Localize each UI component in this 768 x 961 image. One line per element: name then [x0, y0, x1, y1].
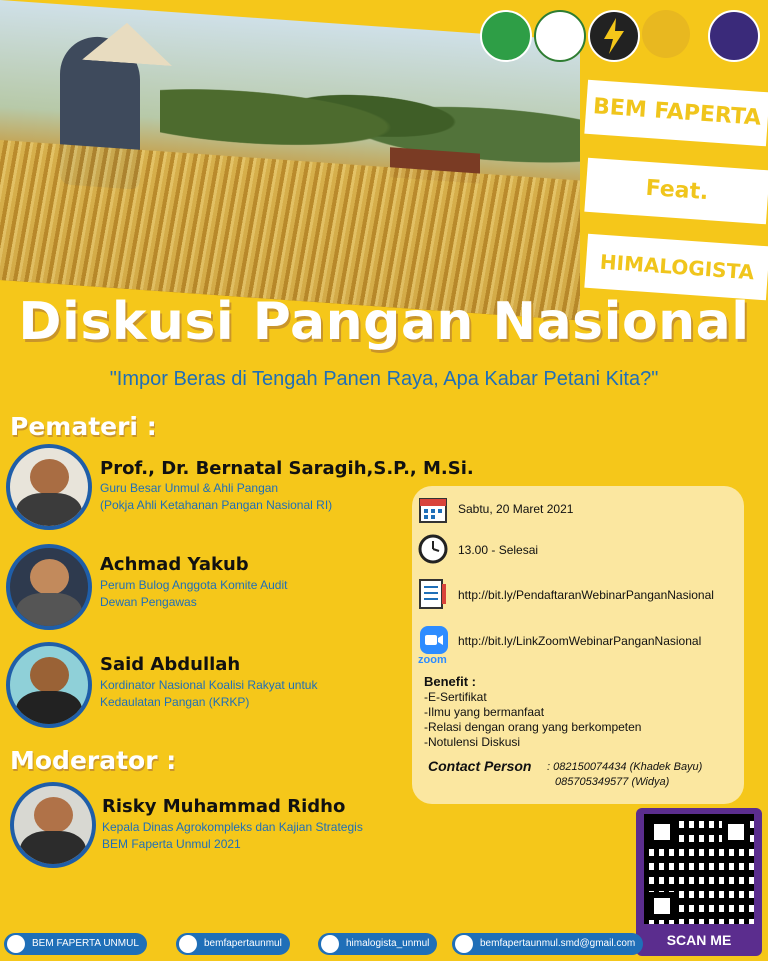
moderator-name: Risky Muhammad Ridho: [102, 796, 346, 817]
moderator-role-1: Kepala Dinas Agrokompleks dan Kajian Strategis: [102, 820, 363, 834]
footer-instagram-2[interactable]: [318, 933, 437, 955]
mail-icon: [455, 935, 473, 953]
moderator-avatar: [10, 782, 96, 868]
footer-facebook-youtube[interactable]: [4, 933, 147, 955]
speaker-2-role-2: Dewan Pengawas: [100, 595, 197, 609]
calendar-icon: [418, 494, 448, 524]
qr-finder-bottom-left: [648, 892, 676, 920]
speaker-1-role-1: Guru Besar Unmul & Ahli Pangan: [100, 481, 279, 495]
facebook-youtube-icon: [7, 935, 25, 953]
event-title: Diskusi Pangan Nasional: [18, 292, 750, 352]
event-subtitle: "Impor Beras di Tengah Panen Raya, Apa Kabar Petani Kita?": [109, 368, 659, 390]
speaker-3-role-2: Kedaulatan Pangan (KRKP): [100, 695, 250, 709]
qr-code-panel[interactable]: [636, 808, 762, 956]
qr-scan-label: SCAN ME: [666, 932, 732, 948]
qr-finder-top-left: [648, 818, 676, 846]
purple-organization-logo: [708, 10, 760, 62]
footer-instagram-line[interactable]: [176, 933, 290, 955]
event-date: Sabtu, 20 Maret 2021: [458, 502, 574, 516]
footer-instagram-2-text: himalogista_unmul: [346, 938, 430, 949]
speaker-1-avatar: [6, 444, 92, 530]
event-time: 13.00 - Selesai: [458, 543, 539, 557]
speaker-3-role-1: Kordinator Nasional Koalisi Rakyat untuk: [100, 678, 318, 692]
registration-link[interactable]: http://bit.ly/PendaftaranWebinarPanganNasional: [458, 588, 714, 602]
lightning-logo: [588, 10, 640, 62]
moderator-heading: Moderator :: [10, 746, 177, 775]
speaker-2-avatar: [6, 544, 92, 630]
footer-facebook-youtube-text: BEM FAPERTA UNMUL: [32, 938, 139, 949]
benefit-item-2: -Ilmu yang bermanfaat: [424, 705, 545, 719]
footer-email[interactable]: [452, 933, 643, 955]
university-seal-logo: [534, 10, 586, 62]
benefit-item-3: -Relasi dengan orang yang berkompeten: [424, 720, 642, 734]
instagram-icon: [321, 935, 339, 953]
qr-finder-top-right: [722, 818, 750, 846]
benefit-item-1: -E-Sertifikat: [424, 690, 487, 704]
registration-form-icon: [418, 578, 448, 608]
footer-instagram-line-text: bemfapertaunmul: [204, 938, 282, 949]
zoom-label: zoom: [418, 654, 447, 666]
banner-himalogista: HIMALOGISTA: [584, 234, 768, 301]
zoom-link[interactable]: http://bit.ly/LinkZoomWebinarPanganNasional: [458, 634, 702, 648]
contact-1: : 082150074434 (Khadek Bayu): [547, 761, 703, 773]
speaker-2-role-1: Perum Bulog Anggota Komite Audit: [100, 578, 288, 592]
banner-bem-faperta: BEM FAPERTA: [584, 80, 768, 147]
instagram-line-icon: [179, 935, 197, 953]
speakers-heading: Pemateri :: [10, 412, 157, 441]
benefit-heading: Benefit :: [424, 674, 476, 689]
eagle-wings-logo: [642, 10, 690, 58]
speaker-1-role-2: (Pokja Ahli Ketahanan Pangan Nasional RI): [100, 498, 333, 512]
zoom-icon: [420, 626, 450, 656]
contact-2: 085705349577 (Widya): [555, 776, 670, 788]
speaker-3-name: Said Abdullah: [100, 654, 241, 675]
contact-label: Contact Person: [428, 758, 532, 774]
moderator-role-2: BEM Faperta Unmul 2021: [102, 837, 241, 851]
clock-icon: [418, 534, 448, 564]
banner-feat: Feat.: [584, 158, 768, 225]
speaker-2-name: Achmad Yakub: [100, 554, 249, 575]
green-agriculture-logo: [480, 10, 532, 62]
footer-email-text: bemfapertaunmul.smd@gmail.com: [480, 938, 636, 949]
benefit-item-4: -Notulensi Diskusi: [424, 735, 521, 749]
speaker-1-name: Prof., Dr. Bernatal Saragih,S.P., M.Si.: [100, 458, 474, 479]
speaker-3-avatar: [6, 642, 92, 728]
